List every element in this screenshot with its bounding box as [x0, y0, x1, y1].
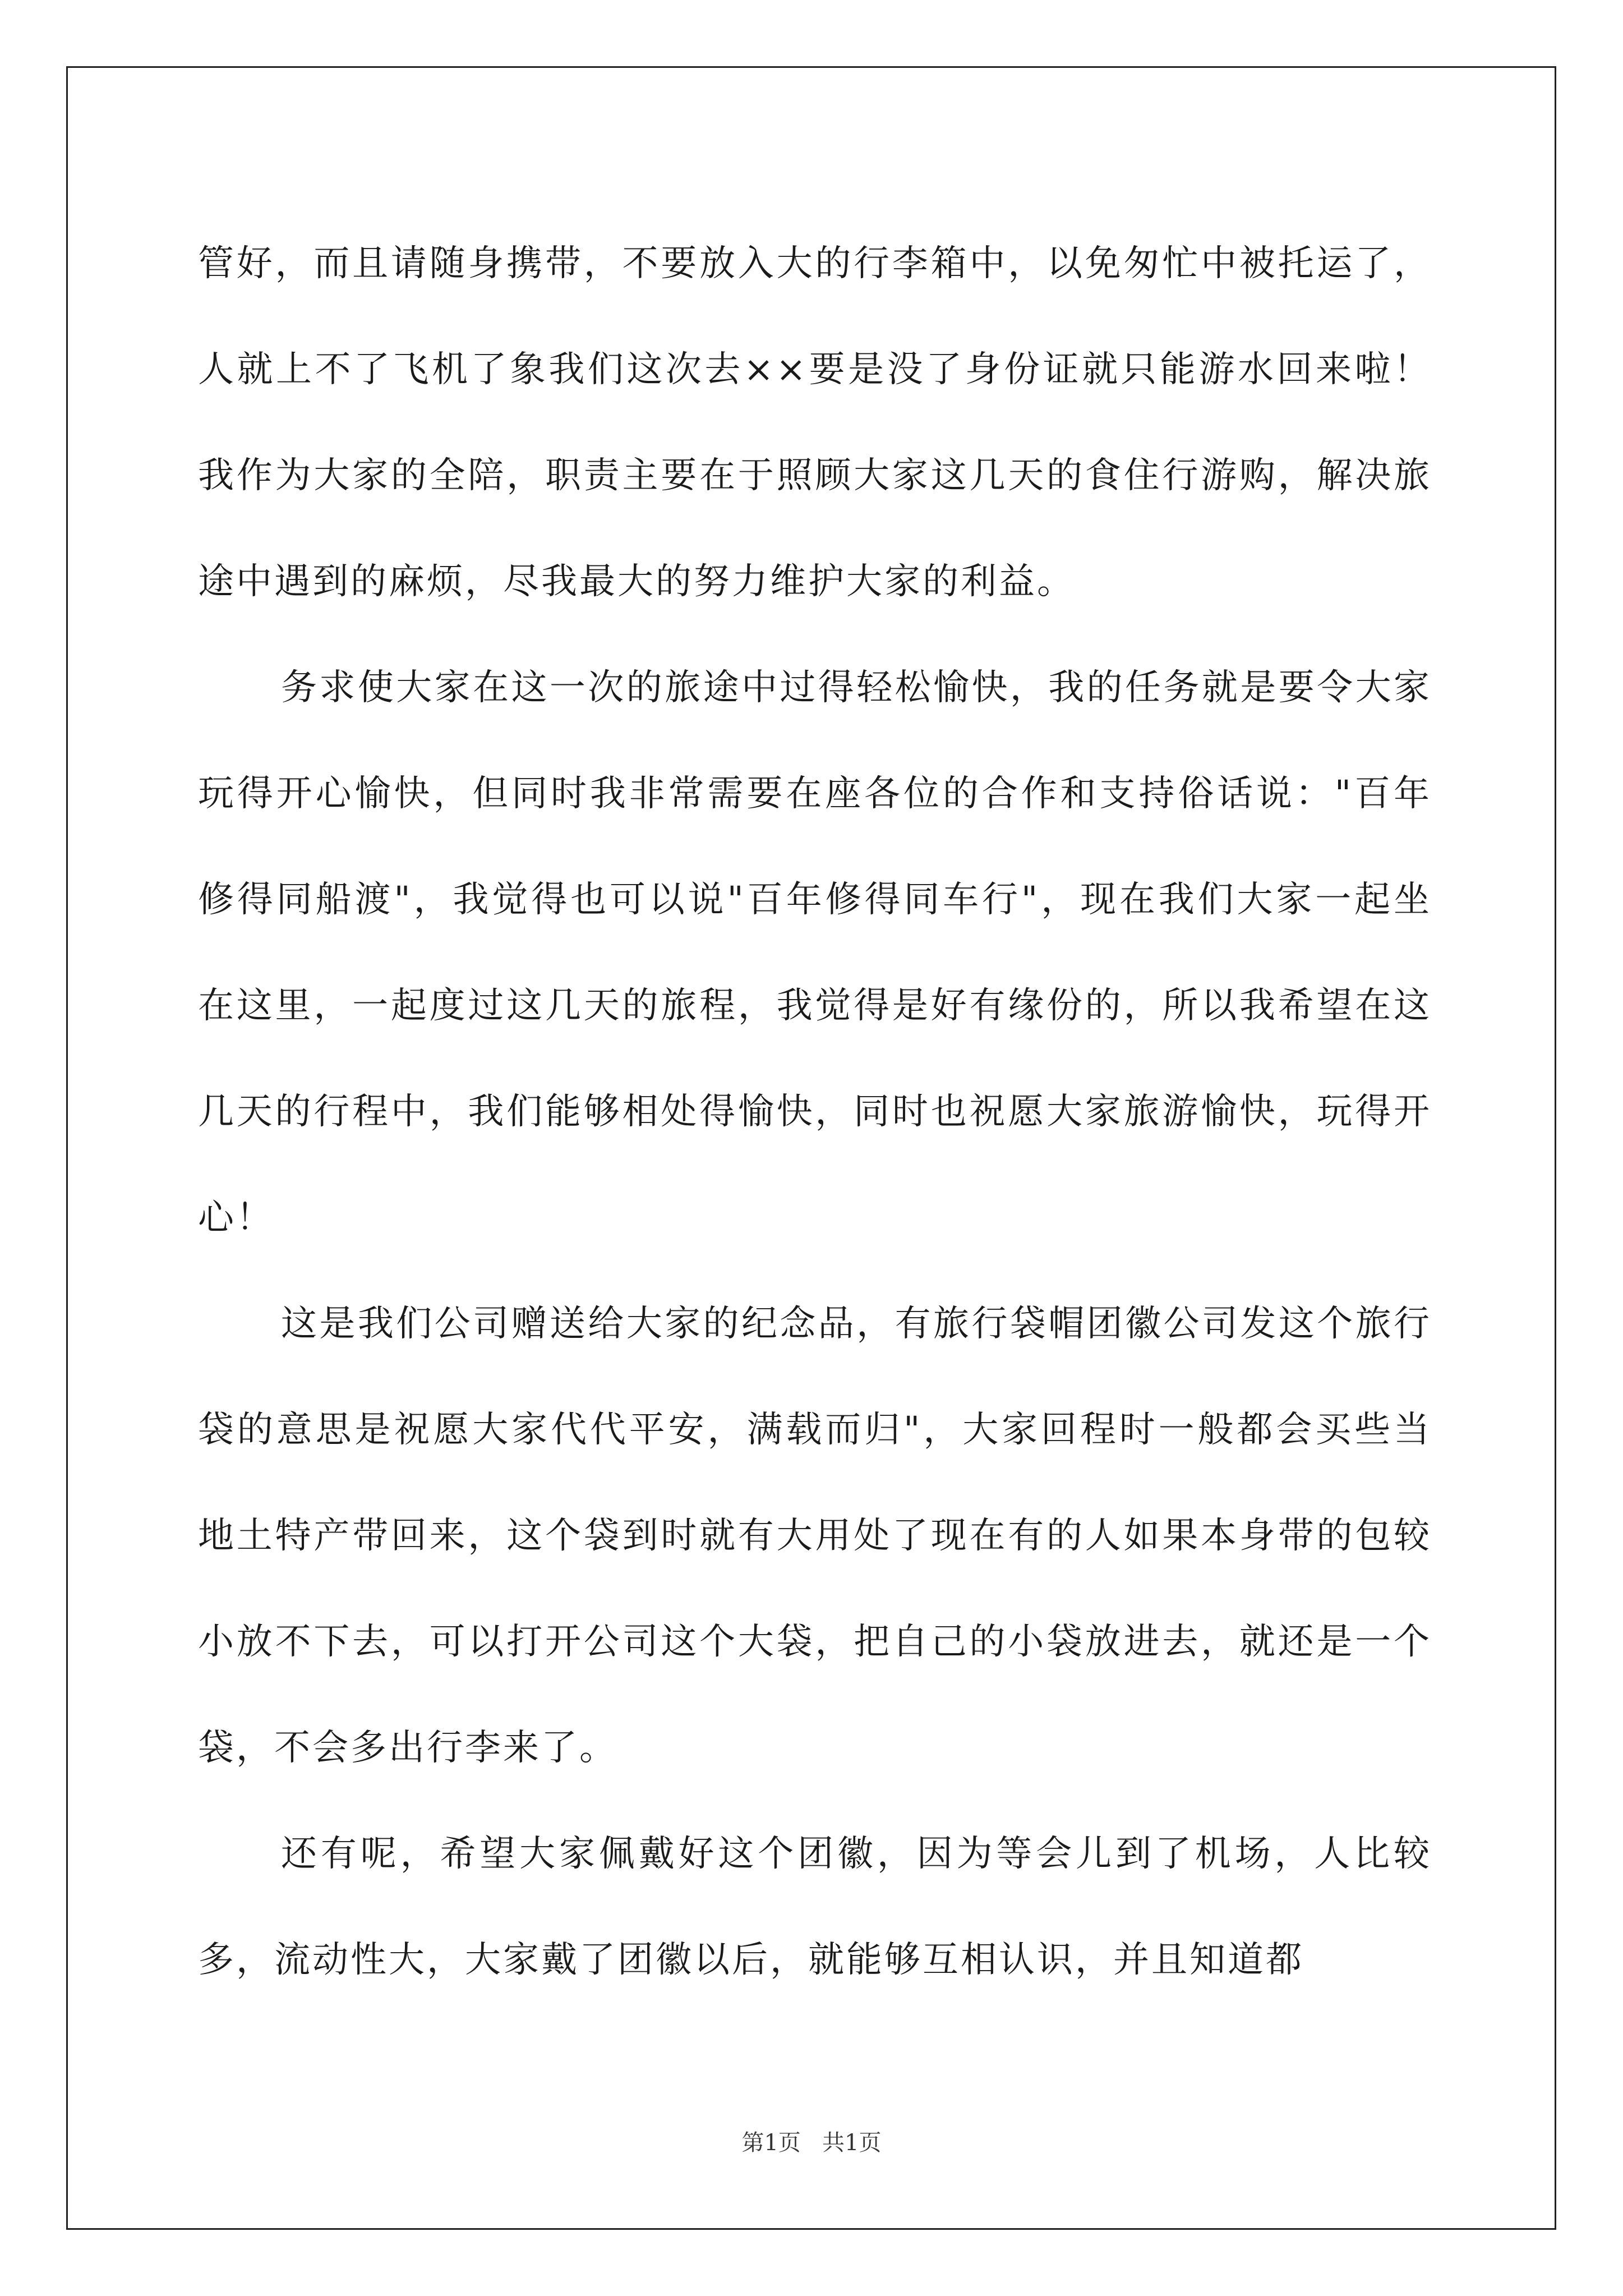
page-number-footer: 第1页 共1页: [741, 2130, 882, 2156]
document-body: [198, 211, 1432, 2013]
paragraph-1: 管好，而且请随身携带，不要放入大的行李箱中，以免匆忙中被托运了，人就上不了飞机了象我们这次去××要是没了身份证就只能游水回来啦！我作为大家的全陪，职责主要在于照顾大家这几天的食住行游购，解决旅途中遇到的麻烦，尽我最大的努力维护大家的利益。: [198, 243, 1432, 602]
paragraph-3: 这是我们公司赠送给大家的纪念品，有旅行袋帽团徽公司发这个旅行袋的意思是祝愿大家代代平安，满载而归"，大家回程时一般都会买些当地土特产带回来，这个袋到时就有大用处了现在有的人如果本身带的包较小放不下去，可以打开公司这个大袋，把自己的小袋放进去，就还是一个袋，不会多出行李来了。: [198, 1303, 1432, 1769]
paragraph-4: 还有呢，希望大家佩戴好这个团徽，因为等会儿到了机场，人比较多，流动性大，大家戴了团徽以后，就能够互相认识，并且知道都: [198, 1833, 1432, 1981]
paragraph-2: 务求使大家在这一次的旅途中过得轻松愉快，我的任务就是要令大家玩得开心愉快，但同时我非常需要在座各位的合作和支持俗话说："百年修得同船渡"，我觉得也可以说"百年修得同车行"，现在我们大家一起坐在这里，一起度过这几天的旅程，我觉得是好有缘份的，所以我希望在这几天的行程中，我们能够相处得愉快，同时也祝愿大家旅游愉快，玩得开心！: [198, 667, 1432, 1239]
